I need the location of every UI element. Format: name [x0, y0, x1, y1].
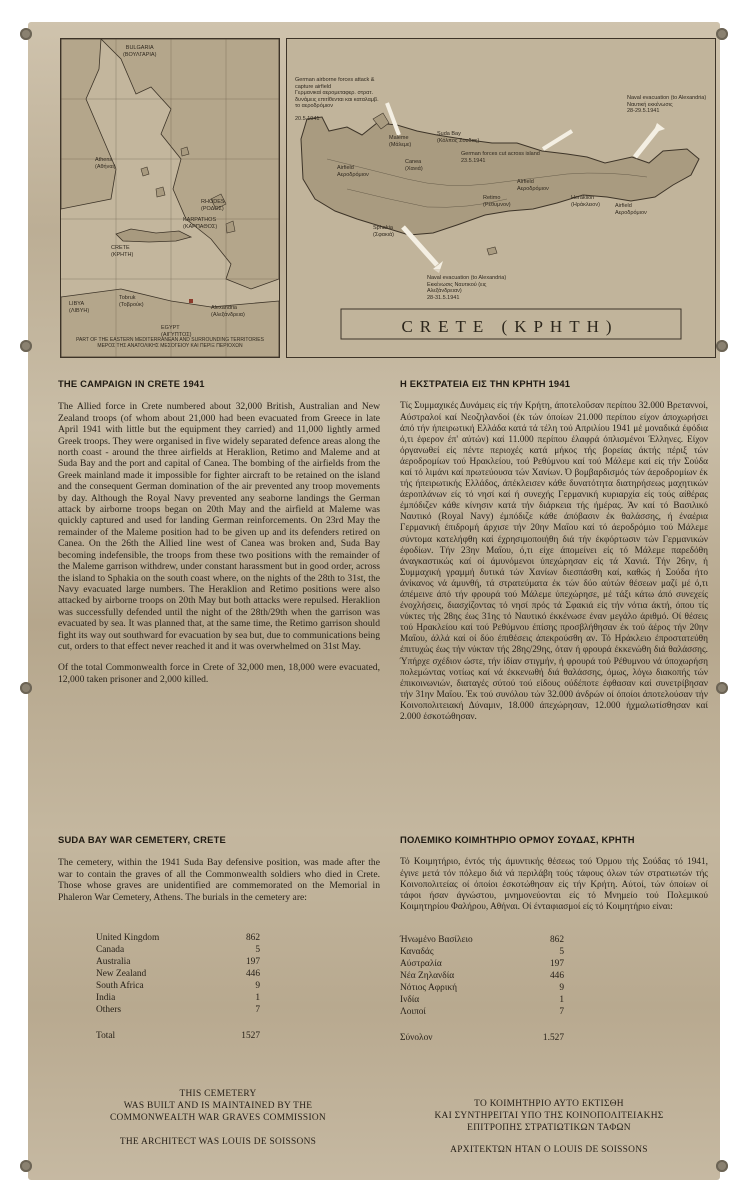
crete-label-maleme: Maleme (Μάλεμε): [389, 135, 412, 148]
burial-row: [400, 970, 564, 982]
burial-total-label: Total: [96, 1031, 116, 1041]
burial-count: 862: [549, 935, 564, 945]
english-cemetery-section: [58, 834, 380, 903]
crete-note-evacuation-east: Naval evacuation (to Alexandria) Ναυτική εκκένωσις 28-29.5.1941: [627, 95, 707, 114]
burial-count: 197: [245, 957, 260, 967]
english-burials-table: [96, 932, 260, 1042]
english-campaign-text: The Allied force in Crete numbered about 32,000 British, Australian and New Zealand troops (of whom about 21,000 had been evacuated from Greece in late April 1941 with little but the equipment they carried) and 11,000 lightly armed Greek troops. They were organised in five widely separated defence areas along the north coast - around the three airfields at Heraklion, Retimo and Maleme and at Suda Bay and the port and capital of Canea. The bombing of the airfields from the Greek mainland made it impossible for fighter aircraft to be retained on the island and the consequent German domination of the air prevented any troop movements by day. Although the Royal Navy prevented any seaborne landings the German attack by airborne troops began on 20th May and the airfield at Maleme was quickly captured and used for landing German reinforcements. On 23rd May the remainder of the Maleme position had to be given up and its defenders retired on Canea. On the 26th the Allied line west of Canea was broken and, Suda Bay becoming indefensible, the troops from these two positions with the remainder of the Maleme garrison withdrew, under constant harassment but in good order, across the island to Sphakia on the south coast where, on the nights of the 28th to 31st, the Navy evacuated large numbers. The Heraklion and Retimo positions were also attacked by airborne troops on 20th May but both attacks were repulsed. Heraklion was successfully defended until the night of the 28th/29th when the garrison was evacuated by sea. It was planned that, at the same time, the Retimo garrison should fight its way out southward for evacuation by sea but, due to communications being cut, orders to that effect never reached it and it was overwhelmed on 31st May.: [58, 401, 380, 652]
greek-architect-line: ΑΡΧΙΤΕΚΤΩΝ ΗΤΑΝ Ο LOUIS DE SOISSONS: [450, 1145, 648, 1155]
crete-note-evacuation-south: Naval evacuation (to Alexandria) Εκκένωσις Ναυτικού (εις Αλεξάνδρειαν) 28-31.5.1941: [427, 275, 507, 301]
burial-row: [96, 992, 260, 1004]
greek-cemetery-section: [400, 834, 708, 913]
map-label-athens: Athens (Αθήναι): [95, 157, 116, 170]
burial-country: Australia: [96, 957, 131, 967]
burial-country: Others: [96, 1005, 121, 1015]
english-footer: [68, 1088, 368, 1148]
burial-country: Αύστραλία: [400, 959, 442, 969]
crete-label-canea: Canea (Χανιά): [405, 159, 423, 172]
memorial-plaque: [28, 22, 720, 1180]
crete-label-heraklion: Heraklion (Ηράκλειον): [571, 195, 600, 208]
english-cemetery-text: The cemetery, within the 1941 Suda Bay defensive position, was made after the war to contain the graves of all the Commonwealth soldiers who died in Crete. Those whose graves are unidentified are commemorated on the Memorial in Phaleron War Cemetery, Athens. The burials in the cemetery are:: [58, 857, 380, 903]
map-label-bulgaria: BULGARIA (ΒΟΥΛΓΑΡΙΑ): [123, 45, 157, 58]
burial-count: 7: [559, 1007, 564, 1017]
crete-label-heraklion-airfield: Airfield Αεροδρόμιον: [615, 203, 647, 216]
burial-country: Ινδία: [400, 995, 420, 1005]
burial-row: [96, 980, 260, 992]
greek-cemetery-text: Τό Κοιμητήριο, έντός τής άμυντικής θέσεως τού Όρμου τής Σούδας τό 1941, έγινε μετά τόν πόλεμο διά νά περιλάβη τούς τάφους όλων τών στρατιωτών τής Κοινοπολιτείας οί όποίοι έσκοτώθησαν είς τήν Κρήτη. Αύτοί, τών όποίων οί τάφοι ήσαν άγνώστου, μνημονεύονται είς τό Μνημείο τού Πολεμικού Κοιμητηρίου Φαλήρου, Αθήναι. Οί ένταφιασμοί είς τό Κοιμητήριο είναι:: [400, 857, 708, 912]
english-campaign-section: [58, 378, 380, 685]
burial-row: [400, 934, 564, 946]
greek-footer-line: ΚΑΙ ΣΥΝΤΗΡΕΙΤΑΙ ΥΠΟ ΤΗΣ ΚΟΙΝΟΠΟΛΙΤΕΙΑΚΗΣ: [434, 1111, 664, 1121]
burial-country: Νέα Ζηλανδία: [400, 971, 455, 981]
burial-count: 5: [255, 945, 260, 955]
screw: [20, 28, 32, 40]
english-architect-line: THE ARCHITECT WAS LOUIS DE SOISSONS: [119, 1137, 317, 1147]
overview-map: [60, 38, 280, 358]
english-campaign-summary: Of the total Commonwealth force in Crete of 32,000 men, 18,000 were evacuated, 12,000 taken prisoner and 2,000 killed.: [58, 662, 380, 685]
burial-count: 1: [255, 993, 260, 1003]
burial-row: [400, 994, 564, 1006]
greek-campaign-text: Τίς Συμμαχικές Δυνάμεις είς τήν Κρήτη, άποτελοΰσαν περίπου 32.000 Βρεταννοί, Αύστραλοί καί Νεοζηλανδοί (έκ τών όποίων 21.000 περίπου είχον άποχωρήσει άπό τήν ήπειρωτική Ελλάδα κατά τά τέλη τού Απριλίου 1941 μέ μοναδικά έφόδια ό,τι έφερον έπ' αύτών) καί 11.000 περίπου έλαφρά όπλισμένοι Έλληνες. Είχον όργανωθεί είς πέντε περιοχές κατά μήκος τής βορείας άκτής πέριξ τών άεροδρομίων τού Ηρακλείου, τού Ρεθύμνου καί τού Μάλεμε καί είς τήν Σούδα καί τό λιμάνι καί πρωτεύουσα τών Χανίων. Ό βομβαρδισμός τών άεροδρομίων έκ τής ήπειρωτικής Ελλάδος, άπέκλεισεν κάθε δυνατότητα διατηρήσεως μαχητικών άεροπλάνων είς τό νησί καί ή συνεχής Γερμανική κυριαρχία είς τούς αίθέρας έμπόδιζεν κάθε κίνησιν κατά τήν διάρκεια τής ήμέρας. Άν καί τό Βασιλικό Ναυτικό (Royal Navy) έμπόδιζε κάθε άπόβασιν έκ θαλάσσης, ή έναέρια Γερμανική έπιδρομή άρχισε τήν 20ην Μαΐου καί τό άεροδρόμιο τού Μάλεμε σύντομα κατελήφθη καί έχρησιμοποιήθη διά τήν έκφόρτωσιν τών Γερμανικών έφοδίων. Τήν 23ην Μαΐου, ό,τι είχε άπομείνει είς τό Μάλεμε παρεδόθη άναγκαστικώς καί οί άμυνόμενοι ύπεχώρησαν είς τά Χανιά. Τήν 26ην, ή Συμμαχική γραμμή δυτικά τών Χανίων διεσπάσθη καί, καθώς ή Σούδα ήτο άνίκανος νά άμυνθή, τά στρατεύματα έκ τών δύο αύτών θέσεων μαζί μέ ό,τι άπέμεινε άπό τήν φρουρά τού Μάλεμε ύπεχώρησε, μέ τάξι κάτω άπό συνεχείς ένοχλήσεις, διασχίζοντας τό νησί πρός τά Σφακιά είς τήν νότια άκτή, όπου τίς νύκτες τής 28ης έως 31ης τό Ναυτικό έκκένωσε έναν μεγάλο άριθμό. Οί θέσεις τού Ηρακλείου καί τού Ρεθύμνου έπίσης προσβλήθησαν έκ τού άέρος τήν 20ην Μαΐου, άλλά καί οί δύο έπιθέσεις άπεκρούσθη αν. Τό Ηράκλειο έπροστατεύθη έπιτυχώς έως τήν νύκταν τής 28ης/29ης, όταν ή φρουρά έκκενώθη διά θαλάσσης. Ύπήρχε σχέδιον ώστε, τήν ίδίαν στιγμήν, ή φρουρά τού Ρέθυμνου νά ύποχωρήση πολεμώντας νοτίως καί νά έκκενωθή διά θαλάσσης, όμως, λόγω διακοπής τών έπικοινωνιών, διαταγές σύτού τού είδους ούδέποτε έφθασαν καί συνετρίβησαν τήν 31ην Μαΐου. Έκ τού συνόλου τών 32.000 άνδρών οί όποίοι άποτελούσαν τήν Κοινοπολιτειακή Δύναμιν, 18.000 άπεχώρησαν, 12.000 ήχμαλωτίσθησαν καί 2.000 έσκοτώθησαν.: [400, 401, 708, 723]
crete-map-title: CRETE (ΚΡΗΤΗ): [401, 317, 619, 336]
burial-total-label: Σύνολον: [400, 1033, 433, 1043]
greek-footer-line: ΕΠΙΤΡΟΠΗΣ ΣΤΡΑΤΙΩΤΙΚΩΝ ΤΑΦΩΝ: [467, 1123, 631, 1133]
burial-total-row: [400, 1032, 564, 1044]
map-label-crete: CRETE (ΚΡΗΤΗ): [111, 245, 134, 258]
map-label-rhodes: RHODES (ΡΟΔΟΣ): [201, 199, 225, 212]
screw: [716, 340, 728, 352]
burial-country: Λοιποί: [400, 1007, 426, 1017]
map-label-karpathos: KARPATHOS (ΚΑΡΠΑΘΟΣ): [183, 217, 218, 230]
burial-count: 9: [559, 983, 564, 993]
map-label-libya: LIBYA (ΛΙΒΥΗ): [69, 301, 90, 314]
crete-note-cut-across: German forces cut across island 23.5.1941: [461, 151, 540, 164]
burial-row: [96, 932, 260, 944]
greek-footer-line: ΤΟ ΚΟΙΜΗΤΗΡΙΟ ΑΥΤΟ ΕΚΤΙΣΘΗ: [474, 1099, 624, 1109]
screw: [20, 340, 32, 352]
burial-row: [400, 982, 564, 994]
greek-footer: [388, 1098, 710, 1156]
burial-count: 7: [255, 1005, 260, 1015]
crete-label-suda-bay: Suda Bay (Κόλπος Σουδας): [437, 131, 480, 144]
screw: [20, 1160, 32, 1172]
burial-country: India: [96, 993, 116, 1003]
burial-country: United Kingdom: [96, 933, 160, 943]
burial-count: 5: [559, 947, 564, 957]
overview-map-caption: PART OF THE EASTERN MEDITERRANEAN AND SURROUNDING TERRITORIES ΜΕΡΟΣ ΤΗΣ ΑΝΑΤΟΛΙΚΗΣ ΜΕΣΟΓΕΙΟΥ ΚΑΙ ΠΕΡΙΞ ΠΕΡΙΟΧΩΝ: [76, 337, 264, 349]
map-label-egypt: EGYPT (ΑΙΓΥΠΤΟΣ): [161, 325, 192, 338]
greek-burials-table: [400, 934, 564, 1044]
screw: [716, 28, 728, 40]
burial-row: [400, 946, 564, 958]
burial-total-row: [96, 1030, 260, 1042]
english-footer-line: THIS CEMETERY: [179, 1089, 257, 1099]
burial-country: Νότιος Αφρική: [400, 983, 457, 993]
crete-map: [286, 38, 716, 358]
burial-country: New Zealand: [96, 969, 147, 979]
english-cemetery-heading: SUDA BAY WAR CEMETERY, CRETE: [58, 834, 226, 845]
greek-cemetery-heading: ΠΟΛΕΜΙΚΟ ΚΟΙΜΗΤΗΡΙΟ ΟΡΜΟΥ ΣΟΥΔΑΣ, ΚΡΗΤΗ: [400, 834, 635, 845]
burial-row: [96, 968, 260, 980]
burial-count: 197: [549, 959, 564, 969]
english-footer-line: COMMONWEALTH WAR GRAVES COMMISSION: [109, 1113, 327, 1123]
burial-row: [400, 1006, 564, 1018]
greek-campaign-section: [400, 378, 708, 723]
screw: [20, 682, 32, 694]
crete-note-german-airborne: German airborne forces attack & capture airfield Γερμανικαί αερομεταφερ. στρατ. δυνάμεις επιτίθενται και καταλαμβ. το αεροδρόμιον 20.5.1941: [295, 77, 379, 122]
overview-map-drawing: [61, 39, 279, 357]
screw: [716, 1160, 728, 1172]
burial-country: Καναδάς: [400, 947, 434, 957]
burial-count: 862: [245, 933, 260, 943]
burial-count: 1: [559, 995, 564, 1005]
burial-count: 9: [255, 981, 260, 991]
map-label-tobruk: Tobruk (Τοβρούκ): [119, 295, 144, 308]
burial-country: Canada: [96, 945, 125, 955]
burial-row: [96, 1004, 260, 1016]
map-label-alexandria: Alexandria (Αλεξάνδρεια): [211, 305, 245, 318]
crete-label-maleme-airfield: Airfield Αεροδρόμιον: [337, 165, 369, 178]
crete-label-retimo: Retimo (Ρέθυμνον): [483, 195, 511, 208]
burial-country: South Africa: [96, 981, 144, 991]
crete-label-retimo-airfield: Airfield Αεροδρόμιον: [517, 179, 549, 192]
burial-count: 446: [245, 969, 260, 979]
burial-total-value: 1527: [241, 1031, 260, 1041]
screw: [716, 682, 728, 694]
burial-row: [96, 944, 260, 956]
crete-label-sphakia: Sphakia (Σφακιά): [373, 225, 394, 238]
burial-country: Ήνωμένο Βασίλειο: [400, 935, 473, 945]
burial-row: [400, 958, 564, 970]
burial-total-value: 1.527: [542, 1033, 564, 1043]
burial-count: 446: [549, 971, 564, 981]
english-footer-line: WAS BUILT AND IS MAINTAINED BY THE: [123, 1101, 313, 1111]
english-campaign-heading: THE CAMPAIGN IN CRETE 1941: [58, 378, 205, 389]
burial-row: [96, 956, 260, 968]
greek-campaign-heading: Η ΕΚΣΤΡΑΤΕΙΑ ΕΙΣ ΤΗΝ ΚΡΗΤΗ 1941: [400, 378, 571, 389]
